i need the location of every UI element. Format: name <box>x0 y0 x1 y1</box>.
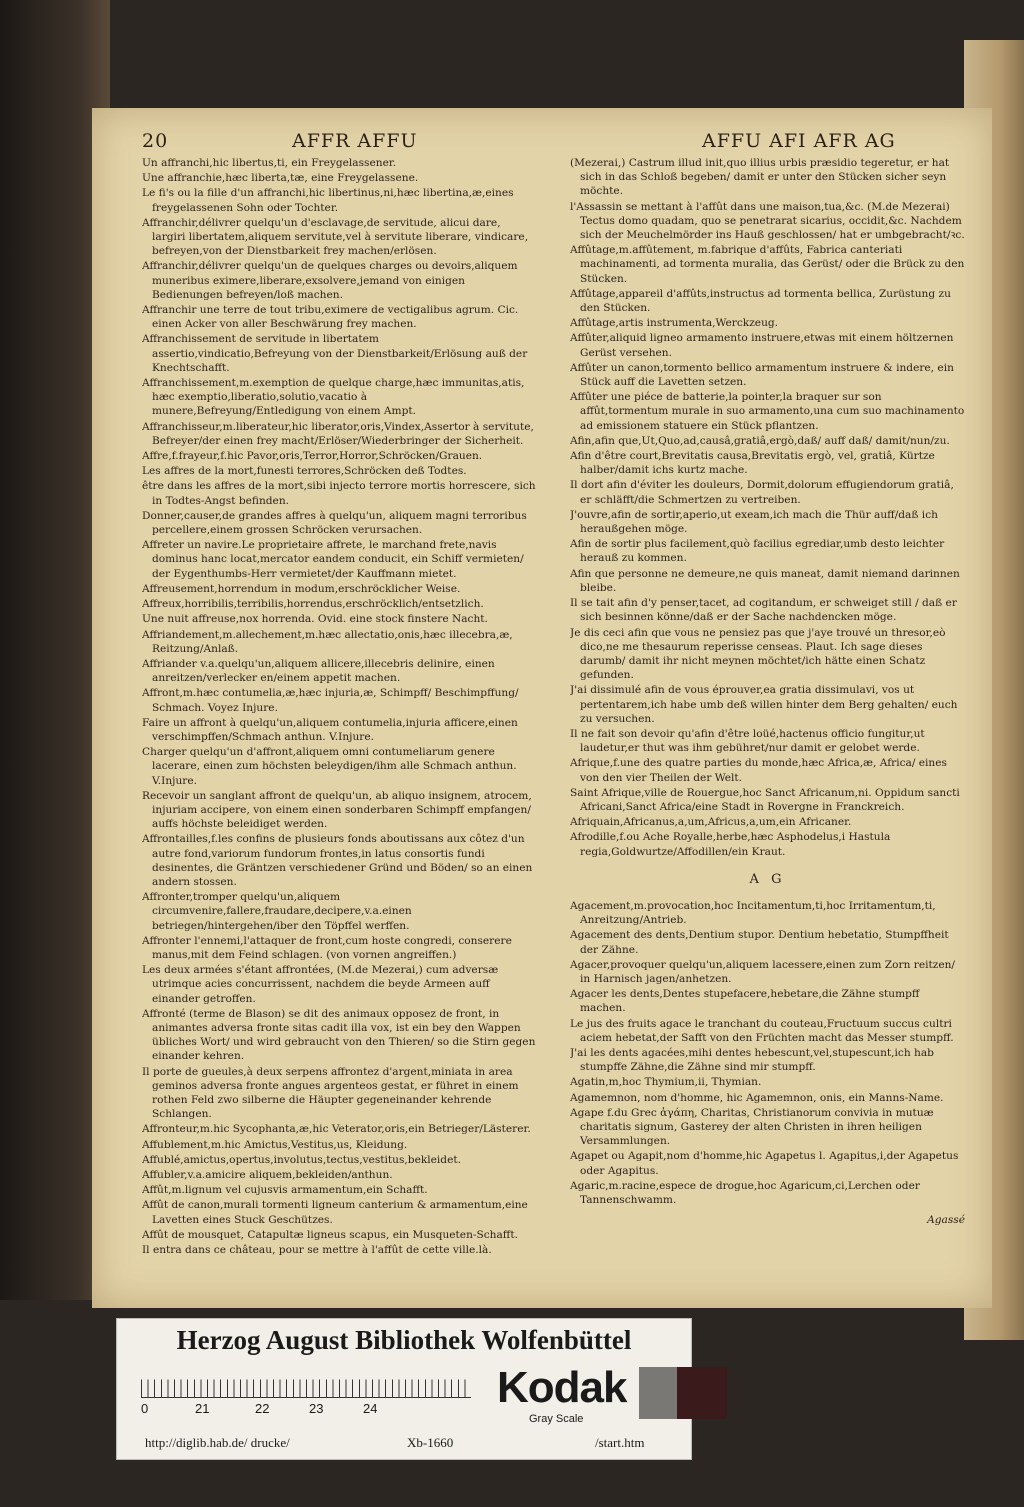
left-running-head: AFFR AFFU <box>292 130 418 152</box>
dictionary-entry: Les deux armées s'étant affrontées, (M.de Mezerai,) cum adversæ utrimque acies concurrissent, nachdem die beyde Armeen auff einander getroffen. <box>142 964 499 1005</box>
dictionary-entry: Affriandement,m.allechement,m.hæc allectatio,onis,hæc illecebra,æ, Reitzung/Anlaß. <box>142 628 513 655</box>
dictionary-entry: Afin,afin que,Ut,Quo,ad,causâ,gratiâ,ergò,daß/ auff daß/ damit/nun/zu. <box>570 434 950 447</box>
gray-scale-label: Gray Scale <box>529 1413 584 1425</box>
page-number: 20 <box>142 130 169 152</box>
library-name: Herzog August Bibliothek Wolfenbüttel <box>176 1325 632 1355</box>
dictionary-entry: Affranchir,délivrer quelqu'un de quelques charges ou devoirs,aliquem muneribus eximere,liberare,exsolvere,jemand von einigen Bedienungen befreyen/loß machen. <box>142 260 518 301</box>
dictionary-entry: Saint Afrique,ville de Rouergue,hoc Sanct Africanum,ni. Oppidum sancti Africani,Sanct Africa/eine Stadt in Rovergne in Franckreich. <box>570 786 960 813</box>
dictionary-entry: Le jus des fruits agace le tranchant du couteau,Fructuum succus cultri aciem hebetat,der Safft von den Früchten macht das Messer stumpff. <box>570 1017 954 1044</box>
page-header <box>142 130 962 156</box>
dictionary-entry: Agapet ou Agapit,nom d'homme,hic Agapetus l. Agapitus,i,der Agapetus oder Agapitus. <box>570 1150 959 1177</box>
dictionary-entry: Recevoir un sanglant affront de quelqu'un, ab aliquo insignem, atrocem, injuriam accipere, von einem einen sonderbaren Schimpff empfangen/ auffs höchste beleidiget werden. <box>142 789 532 831</box>
dictionary-entry: Affublement,m.hic Amictus,Vestitus,us, Kleidung. <box>142 1138 408 1151</box>
dictionary-entry: Agaric,m.racine,espece de drogue,hoc Agaricum,ci,Lerchen oder Tannenschwamm. <box>570 1179 920 1207</box>
dictionary-entry: Affûtage,appareil d'affûts,instructus ad tormenta bellica, Zurüstung zu den Stücken. <box>570 287 951 315</box>
dictionary-entry: Charger quelqu'un d'affront,aliquem omni contumeliarum genere lacerare, einen zum höchsten beleydigen/ihm alle Schmach anthun. V.Injure. <box>142 746 517 787</box>
dictionary-entry: Affreusement,horrendum in modum,erschröcklicher Weise. <box>142 582 461 595</box>
dictionary-entry: Affûter,aliquid ligneo armamento instruere,etwas mit einem höltzernen Gerüst versehen. <box>570 332 954 359</box>
dictionary-entry: Affreter un navire.Le proprietaire affrete, le marchand frete,navis dominus hanc locat,mercator eandem conducit, ein Schiff vermieten/ der Eygenthumbs-Herr vermietet/der Kauffmann mietet. <box>142 539 524 580</box>
dictionary-entry: Affranchir une terre de tout tribu,eximere de vectigalibus agrum. Cic. einen Acker von aller Beschwärung frey machen. <box>142 304 519 331</box>
dictionary-entry: J'ai les dents agacées,mihi dentes hebescunt,vel,stupescunt,ich hab stumpffe Zähne,die Zähne sind mir stumpff. <box>570 1046 934 1074</box>
dictionary-entry: Afin que personne ne demeure,ne quis maneat, damit niemand darinnen bleibe. <box>570 567 960 594</box>
dictionary-entry: Affronté (terme de Blason) se dit des animaux opposez de front, in animantes adversa fronte sitas cadit illa vox, ist ein bey den Wappen übliches Wort/ und wird gebraucht von den Thieren/ so die Stirn gegen einander kehren. <box>142 1007 536 1063</box>
ruler-number: 21 <box>195 1401 210 1416</box>
dictionary-entry: J'ai dissimulé afin de vous éprouver,ea gratia dissimulavi, vos ut pertentarem,ich habe umb deß willen hinter dem Berg gehalten/ euch zu versuchen. <box>570 684 958 725</box>
dictionary-entry: Agatin,m,hoc Thymium,ii, Thymian. <box>570 1076 762 1089</box>
dictionary-entry: Il ne fait son devoir qu'afin d'être loüé,hactenus officio fungitur,ut laudetur,er thut was ihm gebühret/nur damit er gelobet werde. <box>570 727 925 755</box>
dictionary-entry: Affublé,amictus,opertus,involutus,tectus,vestitus,bekleidet. <box>142 1153 461 1166</box>
dictionary-entry: Agacement,m.provocation,hoc Incitamentum,ti,hoc Irritamentum,ti, Anreitzung/Antrieb. <box>570 899 936 927</box>
ruler-number: 23 <box>309 1401 324 1416</box>
shelfmark: Xb-1660 <box>407 1435 454 1450</box>
ruler-number: 24 <box>363 1401 378 1416</box>
dictionary-entry: Affût,m.lignum vel cujusvis armamentum,ein Schafft. <box>142 1184 428 1197</box>
dictionary-entry: Agacer,provoquer quelqu'un,aliquem lacessere,einen zum Zorn reitzen/ in Harnisch jagen/anhetzen. <box>570 958 956 985</box>
dictionary-entry: Il dort afin d'éviter les douleurs, Dormit,dolorum effugiendorum gratiâ, er schläfft/die Schmertzen zu vertreiben. <box>570 479 954 506</box>
dictionary-entry: Affûter une piéce de batterie,la pointer,la braquer sur son affût,tormentum murale in suo armamento,una cum suo machinamento ad emissionem statuere ein Stück pflantzen. <box>570 391 965 432</box>
digital-library-url: http://diglib.hab.de/ drucke/ <box>145 1435 290 1450</box>
dictionary-entry: Les affres de la mort,funesti terrores,Schröcken deß Todtes. <box>142 465 467 478</box>
dictionary-entry: Donner,causer,de grandes affres à quelqu'un, aliquem magni terroribus percellere,einem grossen Schröcken verursachen. <box>142 509 527 537</box>
dictionary-entry: Affût de canon,murali tormenti ligneum canterium & armamentum,eine Lavetten eines Stuck Geschützes. <box>142 1199 528 1226</box>
ruler-number: 22 <box>255 1401 270 1416</box>
dictionary-entry: Afrodille,f.ou Ache Royalle,herbe,hæc Asphodelus,i Hastula regia,Goldwurtze/Affodillen/ein Kraut. <box>570 831 891 858</box>
dictionary-entry: Un affranchi,hic libertus,ti, ein Freygelassener. <box>142 157 397 169</box>
dictionary-entry: Il entra dans ce château, pour se mettre à l'affût de cette ville.là. <box>142 1244 492 1257</box>
dictionary-entry: Affûtage,artis instrumenta,Werckzeug. <box>570 317 779 330</box>
dictionary-entry: Afrique,f.une des quatre parties du monde,hæc Africa,æ, Africa/ eines von den vier Theilen der Welt. <box>570 757 947 784</box>
scale-ruler <box>141 1367 471 1398</box>
dictionary-entry: Affûtage,m.affûtement, m.fabrique d'affûts, Fabrica canteriati machinamenti, ad tormenta muralia, das Gerüst/ oder die Brück zu den Stücken. <box>570 244 965 285</box>
kodak-logo: Kodak <box>497 1363 627 1412</box>
ruler-number: 0 <box>141 1401 149 1416</box>
dictionary-entry: Affreux,horribilis,terribilis,horrendus,erschröcklich/entsetzlich. <box>142 598 484 611</box>
dictionary-entry: Le fi's ou la fille d'un affranchi,hic libertinus,ni,hæc libertina,æ,eines freygelassenen Sohn oder Tochter. <box>142 187 514 214</box>
dictionary-page <box>92 108 992 1308</box>
dictionary-entry: Afin d'être court,Brevitatis causa,Brevitatis ergò, vel, gratiâ, Kürtze halber/damit ichs kurtz mache. <box>570 450 935 477</box>
start-url: /start.htm <box>595 1435 645 1450</box>
library-label-card <box>116 1318 692 1460</box>
dictionary-entry: Je dis ceci afin que vous ne pensiez pas que j'aye trouvé un thresor,eò dico,ne me thesaurum reperisse censeas. Plaut. Ich sage dieses darumb/ damit ihr nicht meynen möchtet/ich hätte einen Schatz gefunden. <box>570 626 946 682</box>
dictionary-entry: Affranchisseur,m.liberateur,hic liberator,oris,Vindex,Assertor à servitute, Befreyer/der einen frey macht/Erlöser/Wiederbringer der Sicherheit. <box>142 420 534 447</box>
dictionary-entry: Agacer les dents,Dentes stupefacere,hebetare,die Zähne stumpff machen. <box>570 988 920 1015</box>
dictionary-entry: Afriquain,Africanus,a,um,Africus,a,um,ein Africaner. <box>570 816 852 829</box>
right-running-head: AFFU AFI AFR AG <box>702 130 896 152</box>
dictionary-entry: Affronter l'ennemi,l'attaquer de front,cum hoste congredi, conserere manus,mit dem Feind schlagen. (von vornen angreiffen.) <box>142 934 512 961</box>
dictionary-entry: Affronter,tromper quelqu'un,aliquem circumvenire,fallere,fraudare,decipere,v.a.einen betriegen/hintergehen/iber den Töpffel werffen. <box>142 891 412 932</box>
dictionary-entry: l'Assassin se mettant à l'affût dans une maison,tua,&c. (M.de Mezerai) Tectus domo quadam, quo se penetrarat sicarius, occidit,&c. Nachdem sich der Meuchelmörder ins Hauß geschlossen/ hat er umbgebracht/ꝛc. <box>570 200 965 242</box>
dictionary-entry: Affront,m.hæc contumelia,æ,hæc injuria,æ, Schimpff/ Beschimpffung/ Schmach. Voyez Injure. <box>142 687 519 714</box>
dictionary-entry: Il se tait afin d'y penser,tacet, ad cogitandum, er schweiget still / daß er sich besinnen könne/daß er der Sache nachdencken möge. <box>570 597 957 624</box>
left-column <box>142 156 537 1286</box>
dictionary-entry: Affranchissement,m.exemption de quelque charge,hæc immunitas,atis, hæc exemptio,liberatio,solutio,vacatio à munere,Befreyung/Entledigung von einem Ampt. <box>142 377 525 418</box>
dictionary-entry: (Mezerai,) Castrum illud init,quo illius urbis præsidio tegeretur, er hat sich in das Schloß begeben/ damit er unter den Stücken sicher seyn möchte. <box>570 157 950 198</box>
dictionary-entry: Affubler,v.a.amicire aliquem,bekleiden/anthun. <box>142 1169 393 1182</box>
dictionary-entry: Il porte de gueules,à deux serpens affrontez d'argent,miniata in area geminos adversa fronte angues argenteos gestat, er führet in einem rothen Feld zwo silberne die Häupter gegeneinander kehrende Schlangen. <box>142 1065 519 1121</box>
dictionary-entry: Faire un affront à quelqu'un,aliquem contumelia,injuria afficere,einen verschimpffen/Schmach anthun. V.Injure. <box>142 716 518 743</box>
section-heading-ag: A G <box>749 871 786 887</box>
right-column <box>570 156 965 1286</box>
dictionary-entry: Affriander v.a.quelqu'un,aliquem allicere,illecebris delinire, einen anreitzen/verlecker en/einem appetit machen. <box>142 657 495 685</box>
dictionary-entry: Affranchissement de servitude in libertatem assertio,vindicatio,Befreyung von der Dienstbarkeit/Erlösung auß der Knechtschafft. <box>142 333 528 374</box>
dictionary-entry: Agacement des dents,Dentium stupor. Dentium hebetatio, Stumpffheit der Zähne. <box>570 929 949 956</box>
dictionary-entry: être dans les affres de la mort,sibi injecto terrore mortis horrescere, sich in Todtes-Angst befinden. <box>142 480 536 507</box>
dark-swatch <box>677 1367 727 1419</box>
dictionary-entry: Affrontailles,f.les confins de plusieurs fonds aboutissans aux côtez d'un autre fond,variorum fundorum frontes,in latus consortis fundi desinentes, die Gräntzen verschiedener Gründ und Böden/ so an einen andern stossen. <box>142 833 533 888</box>
dictionary-entry: Agape f.du Grec ἀγάπη, Charitas, Christianorum convivia in mutuæ charitatis signum, Gasterey der alten Christen in ihren heiligen Versammlungen. <box>570 1106 934 1148</box>
dictionary-entry: Agamemnon, nom d'homme, hic Agamemnon, onis, ein Manns-Name. <box>570 1091 944 1104</box>
catchword: Agassé <box>927 1214 965 1227</box>
dictionary-entry: Affût de mousquet, Catapultæ ligneus scapus, ein Musqueten-Schafft. <box>142 1228 518 1241</box>
dictionary-entry: Affronteur,m.hic Sycophanta,æ,hic Veterator,oris,ein Betrieger/Lästerer. <box>142 1123 531 1136</box>
dictionary-entry: Une affranchie,hæc liberta,tæ, eine Freygelassene. <box>142 172 419 185</box>
dictionary-entry: Affranchir,délivrer quelqu'un d'esclavage,de servitude, alicui dare, largiri libertatem,aliquem servitute,vel à servitute liberare, vindicare, befreyen,von der Dienstbarkeit frey machen/erlösen. <box>142 216 529 258</box>
dictionary-entry: Une nuit affreuse,nox horrenda. Ovid. eine stock finstere Nacht. <box>142 613 488 626</box>
dictionary-entry: Affre,f.frayeur,f.hic Pavor,oris,Terror,Horror,Schröcken/Grauen. <box>142 450 483 463</box>
dictionary-entry: J'ouvre,afin de sortir,aperio,ut exeam,ich mach die Thür auff/daß ich heraußgehen möge. <box>570 508 938 536</box>
dictionary-entry: Afin de sortir plus facilement,quò facilius egrediar,umb desto leichter herauß zu kommen. <box>570 538 945 565</box>
dictionary-entry: Affûter un canon,tormento bellico armamentum instruere & indere, ein Stück auff die Lavetten setzen. <box>570 361 954 389</box>
